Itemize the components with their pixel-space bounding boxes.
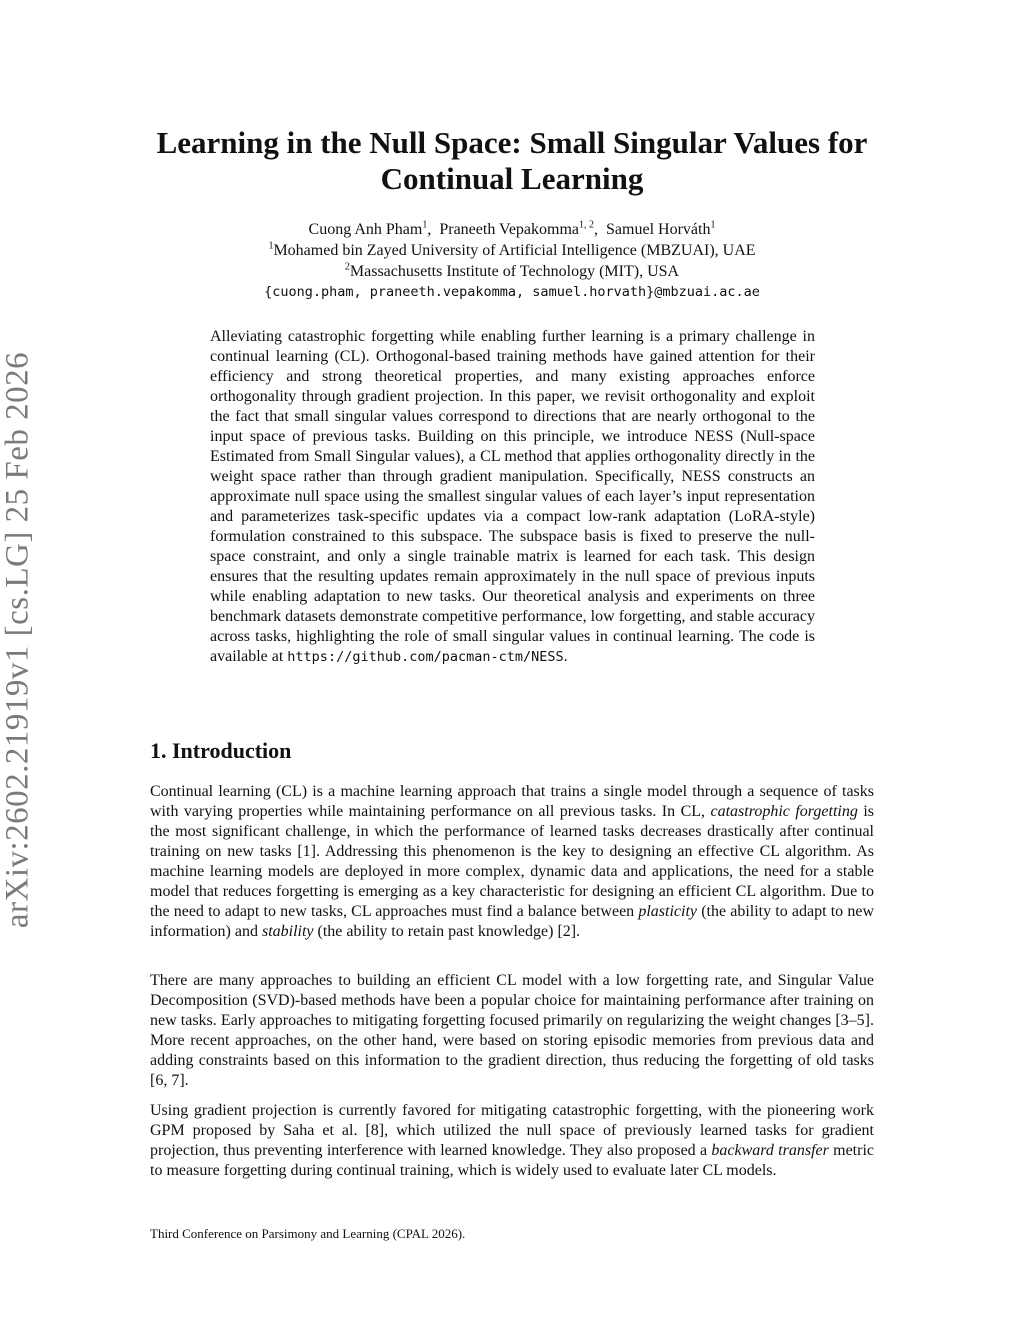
author-affiliation-mark: 1, 2 (579, 219, 595, 231)
author-name: Cuong Anh Pham (308, 221, 423, 238)
section-heading-introduction: 1. Introduction (150, 738, 292, 763)
paper-title (130, 125, 894, 197)
intro-paragraph-2: There are many approaches to building an efficient CL model with a low forgetting rate, and Singular Value Decomposition (SVD)-based methods have been a popular choice for maintaining performance after training on new tasks. Early approaches to mitigating forgetting focused primarily on regularizing the weight changes [3–5]. More recent approaches, on the other hand, were based on storing episodic memories from previous data and adding constraints based on this information to the gradient direction, thus reducing the forgetting of old tasks [6, 7]. (150, 972, 874, 1089)
paragraph-text: (the ability to retain past knowledge) [2]. (313, 923, 581, 940)
emphasis-term: stability (261, 923, 314, 940)
affiliation-mark: 2 (344, 261, 350, 273)
intro-paragraph-1 (150, 782, 874, 942)
abstract-text: Alleviating catastrophic forgetting while enabling further learning is a primary challenge in continual learning (CL). Orthogonal-based training methods have gained attention for their efficiency and strong theoretical properties, and many existing approaches enforce orthogonality through gradient projection. In this paper, we revisit orthogonality and exploit the fact that small singular values correspond to directions that are nearly orthogonal to the input space of previous tasks. Building on this principle, we introduce NESS (Null-space Estimated from Small Singular values), a CL method that applies orthogonality directly in the weight space rather than through gradient manipulation. Specifically, NESS constructs an approximate null space using the smallest singular values of each layer’s input representation and parameterizes task-specific updates via a compact low-rank adaptation (LoRA-style) formulation constrained to this subspace. The subspace basis is fixed to preserve the null-space constraint, and only a single trainable matrix is learned for each task. This design ensures that the resulting updates remain approximately in the null space of previous inputs while enabling adaptation to new tasks. Our theoretical analysis and experiments on three benchmark datasets demonstrate competitive performance, low forgetting, and stable accuracy across tasks, highlighting the role of small singular values in continual learning. The code is available at (210, 328, 815, 665)
author-affiliation-mark: 1 (422, 219, 428, 231)
paragraph-text: Using gradient projection is currently favored for mitigating catastrophic forgetting, with the pioneering work GPM proposed by Saha et al. [8], which utilized the null space of previously learned tasks for gradient projection, thus preventing interference with learned knowledge. They also proposed a (150, 1102, 874, 1159)
paragraph-text: (the ability to adapt to new information) and (150, 903, 875, 940)
conference-footnote: Third Conference on Parsimony and Learning (CPAL 2026). (150, 1226, 466, 1241)
intro-paragraph-3 (150, 1101, 874, 1181)
paragraph-text: is the most significant challenge, in which the performance of learned tasks decreases drastically after continual training on new tasks [1]. Addressing this phenomenon is the key to designing an effective CL algorithm. As machine learning models are deployed in more complex, dynamic data and applications, the need for a stable model that reduces forgetting is emerging as a key characteristic for designing an efficient CL algorithm. Due to the need to adapt to new tasks, CL approaches must find a balance between (150, 803, 874, 920)
emphasis-term: backward transfer (711, 1142, 829, 1159)
abstract (210, 327, 815, 667)
author-name: Praneeth Vepakomma (439, 221, 580, 238)
paragraph-text: metric to measure forgetting during continual training, which is widely used to evaluate later CL models. (150, 1142, 874, 1179)
title-line-2: Continual Learning (380, 161, 644, 196)
author-emails: {cuong.pham, praneeth.vepakomma, samuel.horvath}@mbzuai.ac.ae (264, 284, 760, 300)
affiliation-mark: 1 (268, 240, 274, 252)
author-name: Samuel Horváth (606, 221, 711, 238)
affiliation-2 (130, 261, 894, 282)
affiliation-text: Massachusetts Institute of Technology (MIT), USA (349, 263, 680, 280)
abstract-end: . (563, 648, 568, 665)
emphasis-term: catastrophic forgetting (710, 803, 858, 820)
author-list: Cuong Anh Pham$^1$, Praneeth Vepakomma$^{1, 2}$, Samuel Horváth$^1$ (308, 219, 716, 238)
paragraph-text: Continual learning (CL) is a machine learning approach that trains a single model through a sequence of tasks with varying properties while maintaining performance on all previous tasks. In CL, (150, 783, 874, 820)
affiliation-1 (130, 240, 894, 261)
author-block (130, 219, 894, 303)
title-line-1: Learning in the Null Space: Small Singular Values for (156, 125, 868, 160)
affiliation-text: Mohamed bin Zayed University of Artificial Intelligence (MBZUAI), UAE (273, 242, 756, 259)
author-affiliation-mark: 1 (710, 219, 716, 231)
arxiv-identifier-text: arXiv:2602.21919v1 [cs.LG] 25 Feb 2026 (0, 351, 36, 929)
emphasis-term: plasticity (638, 903, 698, 920)
code-url-link[interactable]: https://github.com/pacman-ctm/NESS (287, 649, 564, 665)
